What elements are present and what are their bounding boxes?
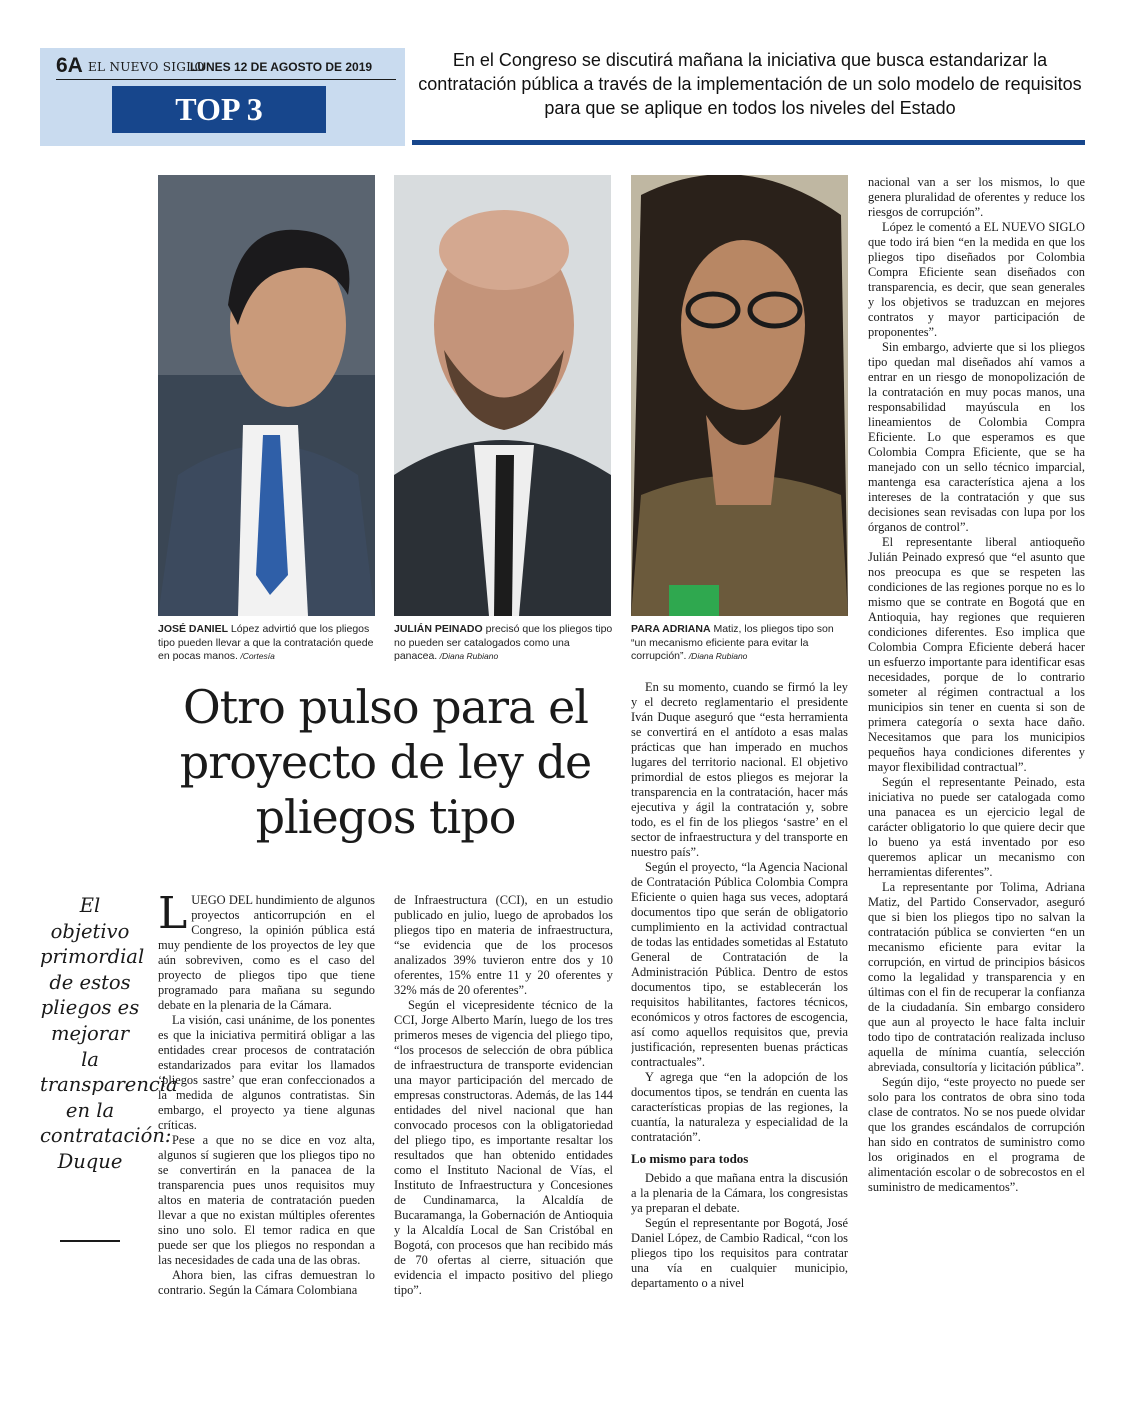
paragraph: La representante por Tolima, Adriana Matiz, del Partido Conservador, aseguró que si bien los pliegos tipo no salvan la contratación pública se convierten “en un mecanismo eficiente para evitar la corrupción, en virtud de principios básicos como la legalidad y transparencia y en últimas con el fin de recuperar la confianza de la ciudadanía. Sin embargo considero que aun al proyecto le hace falta incluir todo tipo de contratación realizada incluso aquella de mínima cuantía, selección abreviada, consultoría y licitación pública”. (868, 880, 1085, 1074)
paragraph: Según el vicepresidente técnico de la CCI, Jorge Alberto Marín, luego de los tres primeros meses de vigencia del pliego tipo, “los procesos de selección de obra pública de infraestructura de transporte evidencian una mayor participación del mercado de empresas constructoras. Además, de las 144 entidades del nivel nacional que han convocado procesos con la obligatoriedad del pliego tipo, es importante resaltar los resultados que han obtenido entidades como el Instituto Nacional de Vías, el Instituto de Infraestructura y Concesiones de Cundinamarca, la Alcaldía de Bucaramanga, la Gobernación de Antioquia y la Alcaldía Local de San Cristóbal en Bogotá, con procesos que han recibido más de 70 ofertas al cierre, situación que evidencia el impacto positivo del pliego tipo”. (394, 998, 613, 1297)
photo-jose-daniel-lopez (158, 175, 375, 616)
paragraph: Ahora bien, las cifras demuestran lo contrario. Según la Cámara Colombiana (158, 1268, 375, 1297)
page-number: 6A (56, 54, 83, 77)
issue-date: LUNES 12 DE AGOSTO DE 2019 (190, 60, 373, 74)
paragraph: López le comentó a EL NUEVO SIGLO que todo irá bien “en la medida en que los pliegos tipo diseñados por Colombia Compra Eficiente sean diseñados con transparencia, es decir, que sean generales y los objetivos se traduzcan en mejores contratos y mayor participación de proponentes”. (868, 220, 1085, 339)
photo-caption: PARA ADRIANA Matiz, los pliegos tipo son “un mecanismo eficiente para evitar la corrupción”. /Diana Rubiano (631, 623, 834, 662)
paragraph: UEGO DEL hundimiento de algunos proyectos anticorrupción en el Congreso, la opinión pública está muy pendiente de los proyectos de ley que aún sobreviven, como es el caso del proyecto de pliegos tipo que tiene programado para mañana su segundo debate en la plenaria de la Cámara. (158, 893, 375, 1012)
paragraph: Según el proyecto, “la Agencia Nacional de Contratación Pública Colombia Compra Eficiente o quien haga sus veces, adoptará documentos tipo que serán de obligatorio cumplimiento en la actividad contractual de todas las entidades sometidas al Estatuto General de Contratación de la Administración Pública. Dentro de estos documentos tipo, se establecerán los requisitos habilitantes, factores técnicos, económicos y otros factores de escogencia, así como aquellos requisitos que, previa justificación, representen buenas prácticas contractuales”. (631, 860, 848, 1069)
newspaper-name: EL NUEVO SIGLO (88, 60, 205, 74)
paragraph: En su momento, cuando se firmó la ley y el decreto reglamentario el presidente Iván Duque aseguró que “esta herramienta se convertirá en el antídoto a esas malas prácticas que han imperado en muchos lugares del territorio nacional. El objetivo primordial de estos pliegos es mejorar la transparencia en la contratación, hacer más ejecutiva y ágil la contratación y, sobre todo, es el fin de los pliegos ‘sastre’ en el sector de infraestructura y del transporte en nuestro país”. (631, 680, 848, 859)
paragraph: Debido a que mañana entra la discusión a la plenaria de la Cámara, los congresistas ya preparan el debate. (631, 1171, 848, 1215)
subheading: Lo mismo para todos (631, 1151, 749, 1166)
paragraph: La visión, casi unánime, de los ponentes es que la iniciativa permitirá obligar a las entidades crear procesos de contratación estandarizados para evitar los llamados ‘pliegos sastre’ que eran confeccionados a la medida de algunos contratistas. Sin embargo, el proyecto ya tiene algunas críticas. (158, 1013, 375, 1132)
paragraph: El representante liberal antioqueño Julián Peinado expresó que “el asunto que nos preocupa es que se respeten las condiciones de las regiones porque no es lo mismo que se contrate en Bogotá que en Antioquia, hay regiones que requieren condiciones diferentes. Eso implica que Colombia Compra Eficiente deberá hacer un esfuerzo importante para identificar esas necesidades, porque de lo contrario someter al régimen contractual a los municipios sin tener en cuenta si son de primera categoría o sexta hace daño. Necesitamos que para los municipios pequeños haya condiciones diferentes y mayor flexibilidad contractual”. (868, 535, 1085, 774)
article-deck: En el Congreso se discutirá mañana la iniciativa que busca estandarizar la contratación pública a través de la implementación de un solo modelo de requisitos para que se aplique en todos los niveles del Estado (418, 50, 1082, 118)
photo-adriana-matiz (631, 175, 848, 616)
paragraph: Según el representante Peinado, esta iniciativa no puede ser catalogada como una panacea es un ejercicio legal de carácter obligatorio lo que quiere decir que lo bueno ya está inventado por eso queremos aplicar un mecanismo con herramientas diferentes”. (868, 775, 1085, 879)
paragraph: de Infraestructura (CCI), en un estudio publicado en julio, luego de aprobados los pliegos tipo en materia de infraestructura, “se evidencia que de los procesos analizados 39% tuvieron entre dos y 10 oferentes, 15% entre 11 y 20 oferentes y 32% más de 20 oferentes”. (394, 893, 613, 997)
paragraph: Sin embargo, advierte que si los pliegos tipo quedan mal diseñados ahí vamos a entrar en un riesgo de monopolización de la contratación en muy pocas manos, una responsabilidad mayúscula en los lineamientos de Colombia Compra Eficiente. Lo que esperamos es que Colombia Compra Eficiente, que se ha manejado con un sello técnico imparcial, mantenga esa característica ajena a los intereses de la contratación y que sus decisiones sean revisadas con lupa por los órganos de control”. (868, 340, 1085, 534)
paragraph: nacional van a ser los mismos, lo que genera pluralidad de oferentes y reduce los riesgos de corrupción”. (868, 175, 1085, 219)
article-column-1 (158, 893, 375, 1363)
section-label: TOP 3 (112, 86, 326, 133)
pull-quote-rule (60, 1240, 120, 1242)
photo-caption: JOSÉ DANIEL López advirtió que los pliegos tipo pueden llevar a que la contratación quede en pocas manos. /Cortesía (158, 623, 374, 662)
masthead-rule (56, 79, 396, 80)
photo-julian-peinado (394, 175, 611, 616)
paragraph: Según dijo, “este proyecto no puede ser solo para los contratos de obra sino toda clase de contratos. No se nos puede olvidar que los grandes escándalos de corrupción han sido en contratos de suministro como los originados en el programa de alimentación escolar o de sobrecostos en el suministro de medicamentos”. (868, 1075, 1085, 1194)
paragraph: Y agrega que “en la adopción de los documentos tipos, se tendrán en cuenta las características propias de las regiones, la cuantía, la naturaleza y especialidad de la contratación”. (631, 1070, 848, 1144)
pull-quote: El objetivo primordial de estos pliegos es mejorar la transparencia en la contratación: Duque (40, 894, 178, 1173)
paragraph: Según el representante por Bogotá, José Daniel López, de Cambio Radical, “con los pliegos tipo los requisitos para contratar una vía en cualquier municipio, departamento o a nivel (631, 1216, 848, 1290)
photo-caption: JULIÁN PEINADO precisó que los pliegos tipo no pueden ser catalogados como una panacea. /Diana Rubiano (394, 623, 613, 662)
article-headline: Otro pulso para el proyecto de ley de pliegos tipo (179, 680, 592, 844)
article-column-2 (394, 893, 613, 1363)
article-column-4 (868, 175, 1085, 1363)
deck-rule (412, 140, 1085, 145)
drop-cap: L (158, 893, 188, 939)
paragraph: Pese a que no se dice en voz alta, algunos sí sugieren que los pliegos tipo no se convertirán en la panacea de la transparencia pues unos requisitos muy altos en materia de contratación pueden llevar a que no existan múltiples oferentes sino uno solo. El temor radica en que puede ser que los pliegos no respondan a las necesidades de cada una de las obras. (158, 1133, 375, 1267)
article-column-3 (631, 680, 848, 1363)
